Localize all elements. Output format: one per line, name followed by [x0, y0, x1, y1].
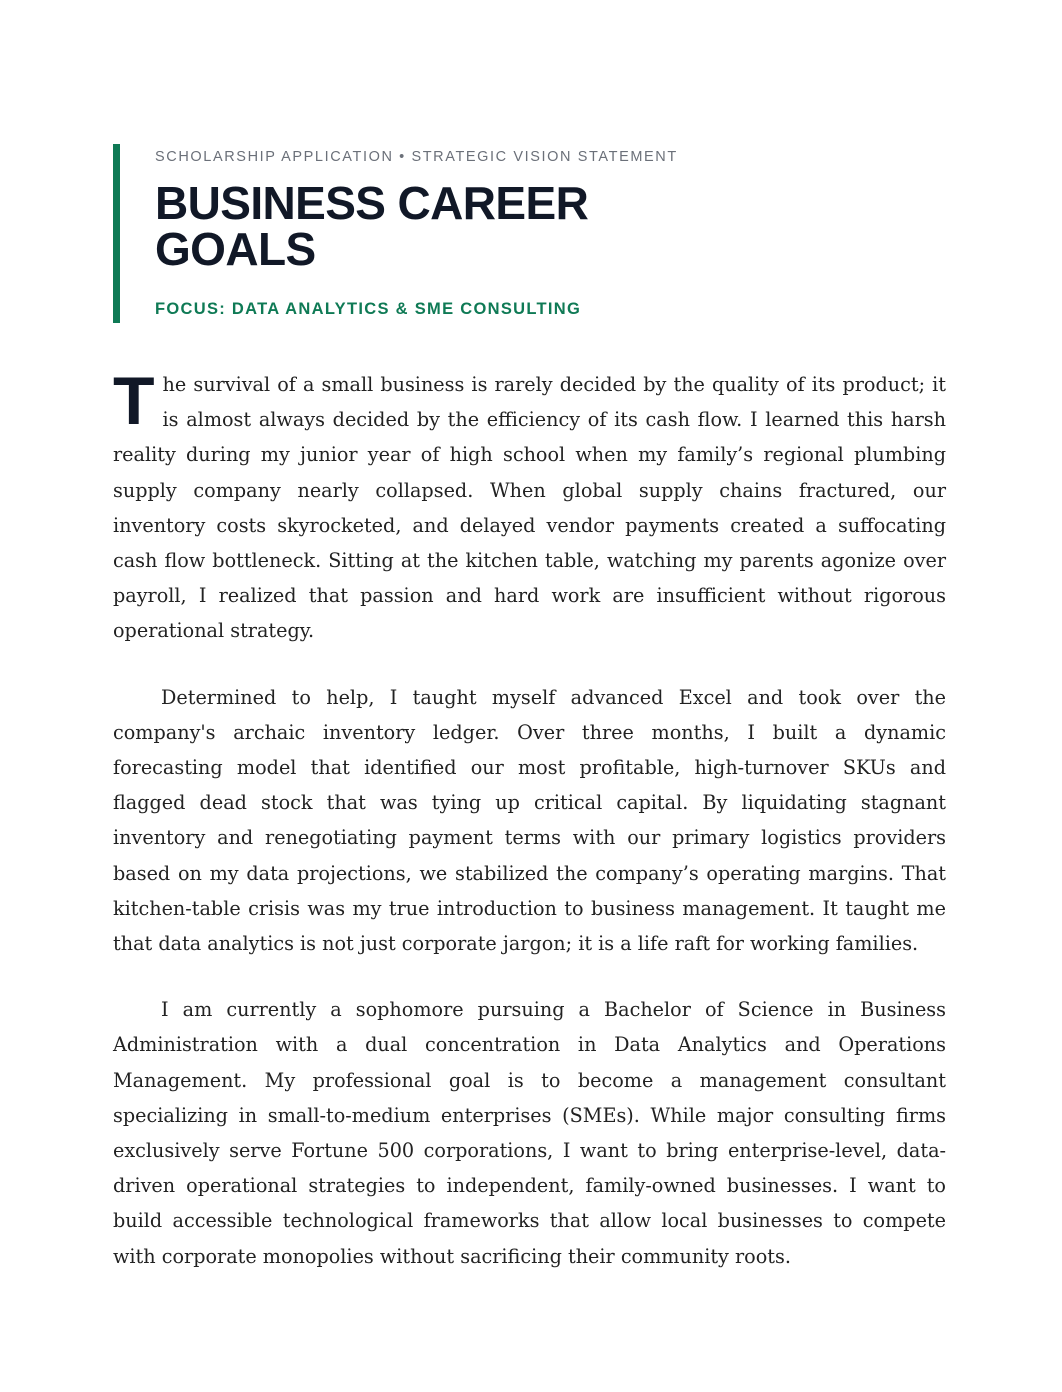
- paragraph-3: I am currently a sophomore pursuing a Bachelor of Science in Business Administration with a dual concentration in Data Analytics and Operations Management. My professional goal is to become a management consultant specializing in small-to-medium enterprises (SMEs). While major consulting firms exclusively serve Fortune 500 corporations, I want to bring enterprise-level, data-driven operational strategies to independent, family-owned businesses. I want to build accessible technological frameworks that allow local businesses to compete with corporate monopolies without sacrificing their community roots.: [113, 998, 946, 1268]
- focus-subtitle: FOCUS: DATA ANALYTICS & SME CONSULTING: [155, 300, 582, 318]
- eyebrow-label: SCHOLARSHIP APPLICATION • STRATEGIC VISION STATEMENT: [155, 149, 678, 165]
- paragraph-1: [113, 363, 946, 649]
- page-title: BUSINESS CAREER GOALS: [155, 177, 589, 275]
- drop-cap: T: [113, 363, 155, 439]
- paragraph-1-text: he survival of a small business is rarely decided by the quality of its product; it is almost always decided by the efficiency of its cash flow. I learned this harsh reality during my junior year of high school when my family’s regional plumbing supply company nearly collapsed. When global supply chains fractured, our inventory costs skyrocketed, and delayed vendor payments created a suffocating cash flow bottleneck. Sitting at the kitchen table, watching my parents agonize over payroll, I realized that passion and hard work are insufficient without rigorous operational strategy.: [113, 373, 946, 643]
- header-block: [113, 144, 946, 323]
- document-page: [113, 144, 946, 1305]
- paragraph-2: Determined to help, I taught myself advanced Excel and took over the company's archaic inventory ledger. Over three months, I built a dynamic forecasting model that identified our most profitable, high-turnover SKUs and flagged dead stock that was tying up critical capital. By liquidating stagnant inventory and renegotiating payment terms with our primary logistics providers based on my data projections, we stabilized the company’s operating margins. That kitchen-table crisis was my true introduction to business management. It taught me that data analytics is not just corporate jargon; it is a life raft for working families.: [113, 685, 946, 956]
- essay-body: [113, 363, 946, 1274]
